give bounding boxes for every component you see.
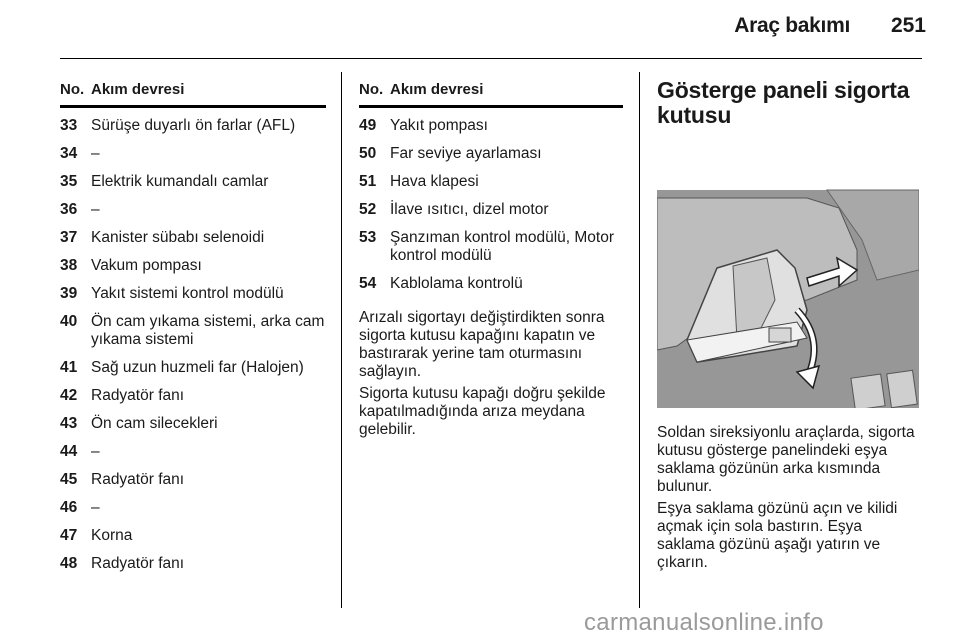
fuse-circuit: Kanister sübabı selenoidi <box>91 229 265 246</box>
fuse-number: 53 <box>359 229 377 246</box>
header-title: Araç bakımı <box>734 14 850 37</box>
table-row <box>60 471 326 489</box>
fuse-number: 44 <box>60 443 78 460</box>
table-rule <box>60 105 326 108</box>
table-row <box>359 229 623 265</box>
fuse-number: 41 <box>60 359 78 376</box>
paragraph: Soldan sireksiyonlu araçlarda, sigorta kutusu gösterge panelindeki eşya saklama gözünün arka kısmında bulunur. <box>657 424 915 495</box>
fuse-number: 52 <box>359 201 377 218</box>
pedal <box>887 370 917 407</box>
table-row <box>60 555 326 573</box>
fuse-circuit: Yakıt sistemi kontrol modülü <box>91 285 284 302</box>
paragraph: Arızalı sigortayı değiştirdikten sonra sigorta kutusu kapağını kapatın ve bastırarak yerine tam oturmasını sağlayın. <box>359 309 605 380</box>
table-row <box>60 443 326 461</box>
fuse-number: 49 <box>359 117 377 134</box>
fuse-box <box>769 328 791 342</box>
left-table-rows <box>60 117 326 573</box>
table-rule <box>359 105 623 108</box>
fuse-number: 38 <box>60 257 78 274</box>
middle-text <box>359 309 623 439</box>
paragraph: Eşya saklama gözünü açın ve kilidi açmak için sola bastırın. Eşya saklama gözünü aşağı yatırın ve çıkarın. <box>657 500 898 571</box>
paragraph: Sigorta kutusu kapağı doğru şekilde kapatılmadığında arıza meydana gelebilir. <box>359 385 606 438</box>
left-fuse-table <box>60 80 326 583</box>
fuse-circuit: Radyatör fanı <box>91 471 185 488</box>
fuse-number: 35 <box>60 173 78 190</box>
fuse-number: 50 <box>359 145 377 162</box>
glovebox-drawing <box>657 150 919 408</box>
table-row <box>60 499 326 517</box>
fuse-circuit: Radyatör fanı <box>91 387 185 404</box>
fuse-number: 45 <box>60 471 78 488</box>
fuse-circuit: – <box>91 145 100 162</box>
fuse-number: 46 <box>60 499 78 516</box>
section-title: Gösterge paneli sigorta kutusu <box>657 77 910 128</box>
table-row <box>60 229 326 247</box>
fuse-circuit: Sürüşe duyarlı ön farlar (AFL) <box>91 117 296 134</box>
table-row <box>60 257 326 275</box>
fuse-circuit: Şanzıman kontrol modülü, Motor kontrol modülü <box>390 229 614 264</box>
table-row <box>359 117 623 135</box>
col-circuit-header: Akım devresi <box>91 81 185 98</box>
fuse-circuit: Ön cam silecekleri <box>91 415 218 432</box>
fuse-number: 40 <box>60 313 78 330</box>
fuse-number: 54 <box>359 275 377 292</box>
col-circuit-header: Akım devresi <box>390 81 484 98</box>
table-header <box>60 80 326 99</box>
fuse-box-illustration <box>657 150 919 408</box>
col-no-header: No. <box>60 81 85 98</box>
fuse-circuit: Radyatör fanı <box>91 555 185 572</box>
fuse-number: 34 <box>60 145 78 162</box>
middle-column <box>359 80 623 443</box>
table-row <box>60 201 326 219</box>
header-rule <box>60 58 922 59</box>
fuse-number: 48 <box>60 555 78 572</box>
page-number: 251 <box>890 14 926 37</box>
col-no-header: No. <box>359 81 384 98</box>
fuse-circuit: – <box>91 443 100 460</box>
table-row <box>359 145 623 163</box>
table-row <box>60 313 326 349</box>
fuse-number: 33 <box>60 117 78 134</box>
table-row <box>60 173 326 191</box>
table-row <box>359 275 623 293</box>
table-row <box>60 145 326 163</box>
fuse-number: 39 <box>60 285 78 302</box>
middle-table-rows <box>359 117 623 293</box>
table-row <box>60 359 326 377</box>
fuse-circuit: Elektrik kumandalı camlar <box>91 173 269 190</box>
column-divider-2 <box>639 72 640 608</box>
fuse-number: 51 <box>359 173 377 190</box>
fuse-number: 43 <box>60 415 78 432</box>
table-row <box>60 415 326 433</box>
fuse-circuit: Korna <box>91 527 133 544</box>
table-header <box>359 80 623 99</box>
fuse-number: 42 <box>60 387 78 404</box>
fuse-number: 36 <box>60 201 78 218</box>
fuse-circuit: Hava klapesi <box>390 173 479 190</box>
table-row <box>60 527 326 545</box>
pedal <box>851 374 885 408</box>
fuse-circuit: Ön cam yıkama sistemi, arka cam yıkama sistemi <box>91 313 325 348</box>
fuse-circuit: Kablolama kontrolü <box>390 275 523 292</box>
table-row <box>60 117 326 135</box>
table-row <box>359 201 623 219</box>
table-row <box>60 285 326 303</box>
fuse-number: 37 <box>60 229 78 246</box>
right-column <box>657 78 923 576</box>
fuse-circuit: Vakum pompası <box>91 257 202 274</box>
table-row <box>359 173 623 191</box>
fuse-circuit: İlave ısıtıcı, dizel motor <box>390 201 549 218</box>
watermark: carmanualsonline.info <box>584 609 824 636</box>
column-divider-1 <box>341 72 342 608</box>
fuse-circuit: Sağ uzun huzmeli far (Halojen) <box>91 359 304 376</box>
fuse-circuit: – <box>91 499 100 516</box>
fuse-number: 47 <box>60 527 78 544</box>
fuse-circuit: Far seviye ayarlaması <box>390 145 542 162</box>
fuse-circuit: Yakıt pompası <box>390 117 488 134</box>
table-row <box>60 387 326 405</box>
fuse-circuit: – <box>91 201 100 218</box>
